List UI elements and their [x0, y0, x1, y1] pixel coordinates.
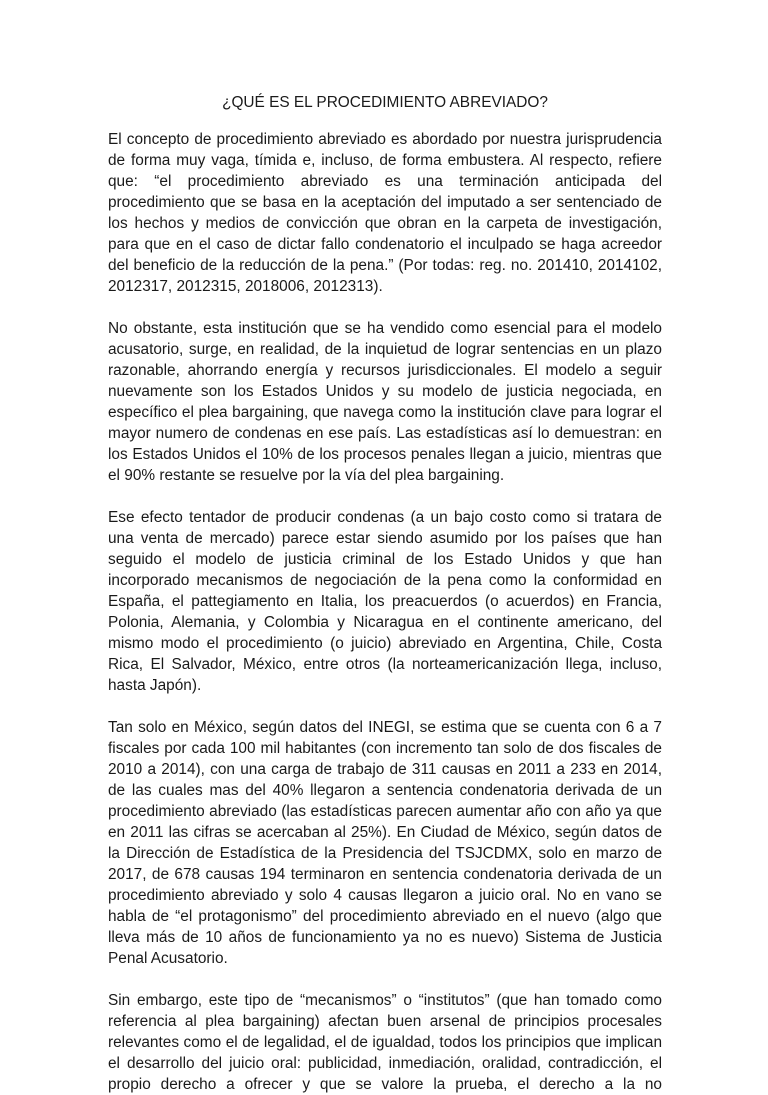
paragraph-4: Tan solo en México, según datos del INEGI, se estima que se cuenta con 6 a 7 fiscales por cada 100 mil habitantes (con incremento tan solo de dos fiscales de 2010 a 2014), con una carga de trabajo de 311 causas en 2011 a 233 en 2014, de las cuales mas del 40% llegaron a sentencia condenatoria derivada de un procedimiento abreviado (las estadísticas parecen aumentar año con año ya que en 2011 las cifras se acercaban al 25%). En Ciudad de México, según datos de la Dirección de Estadística de la Presidencia del TSJCDMX, solo en marzo de 2017, de 678 causas 194 terminaron en sentencia condenatoria derivada de un procedimiento abreviado y solo 4 causas llegaron a juicio oral. No en vano se habla de “el protagonismo” del procedimiento abreviado en el nuevo (algo que lleva más de 10 años de funcionamiento ya no es nuevo) Sistema de Justicia Penal Acusatorio. — [108, 719, 662, 967]
document-title: ¿QUÉ ES EL PROCEDIMIENTO ABREVIADO? — [222, 94, 548, 111]
paragraph-1: El concepto de procedimiento abreviado es abordado por nuestra jurisprudencia de forma muy vaga, tímida e, incluso, de forma embustera. Al respecto, refiere que: “el procedimiento abreviado es una terminación anticipada del procedimiento que se basa en la aceptación del imputado a ser sentenciado de los hechos y medios de convicción que obran en la carpeta de investigación, para que en el caso de dictar fallo condenatorio el inculpado se haga acreedor del beneficio de la reducción de la pena.” (Por todas: reg. no. 201410, 2014102, 2012317, 2012315, 2018006, 2012313). — [108, 131, 662, 295]
paragraph-2: No obstante, esta institución que se ha vendido como esencial para el modelo acusatorio, surge, en realidad, de la inquietud de lograr sentencias en un plazo razonable, ahorrando energía y recursos jurisdiccionales. El modelo a seguir nuevamente son los Estados Unidos y su modelo de justicia negociada, en específico el plea bargaining, que navega como la institución clave para lograr el mayor numero de condenas en ese país. Las estadísticas así lo demuestran: en los Estados Unidos el 10% de los procesos penales llegan a juicio, mientras que el 90% restante se resuelve por la vía del plea bargaining. — [108, 320, 662, 484]
document-page — [108, 92, 662, 1095]
paragraph-5: Sin embargo, este tipo de “mecanismos” o “institutos” (que han tomado como referencia al plea bargaining) afectan buen arsenal de principios procesales relevantes como el de legalidad, el de igualdad, todos los principios que implican el desarrollo del juicio oral: publicidad, inmediación, oralidad, contradicción, el propio derecho a ofrecer y que se valore la prueba, el derecho a la no — [108, 992, 662, 1093]
paragraph-3: Ese efecto tentador de producir condenas (a un bajo costo como si tratara de una venta de mercado) parece estar siendo asumido por los países que han seguido el modelo de justicia criminal de los Estado Unidos y que han incorporado mecanismos de negociación de la pena como la conformidad en España, el pattegiamento en Italia, los preacuerdos (o acuerdos) en Francia, Polonia, Alemania, y Colombia y Nicaragua en el continente americano, del mismo modo el procedimiento (o juicio) abreviado en Argentina, Chile, Costa Rica, El Salvador, México, entre otros (la norteamericanización llega, incluso, hasta Japón). — [108, 509, 662, 694]
